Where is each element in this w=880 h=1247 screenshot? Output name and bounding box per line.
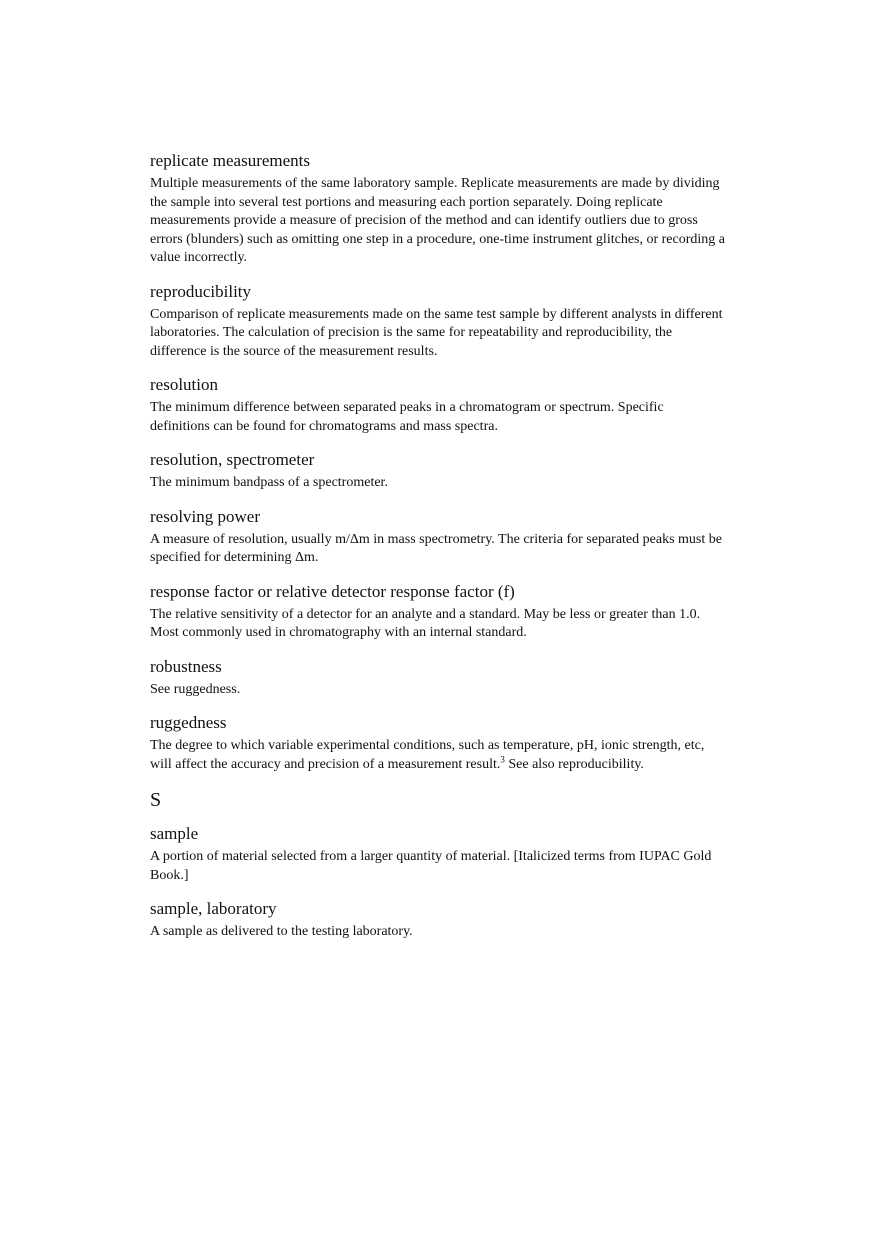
footnote-reference: 3 [500,753,505,764]
entry-definition: A portion of material selected from a larger quantity of material. [Italicized terms from IUPAC Gold Book.] [150,849,712,883]
glossary-entry-replicate-measurements [150,150,725,268]
entry-definition: A sample as delivered to the testing laboratory. [150,924,413,939]
glossary-entry-resolving-power [150,506,725,568]
glossary-entry-ruggedness [150,712,725,774]
entry-term: response factor or relative detector response factor (f) [150,581,515,601]
definition-text-continued: See also reproducibility. [504,756,644,772]
entry-definition: The minimum difference between separated peaks in a chromatogram or spectrum. Specific definitions can be found for chromatograms and mass spectra. [150,400,664,434]
entry-term: sample [150,824,199,843]
entry-term: ruggedness [150,713,227,732]
glossary-entry-response-factor [150,581,725,643]
entry-definition: See ruggedness. [150,681,241,697]
entry-definition [150,737,725,774]
entry-definition: Comparison of replicate measurements made on the same test sample by different analysts in different laboratories. The calculation of precision is the same for repeatability and reproducibility, the difference is the source of the measurement results. [150,306,723,359]
entry-definition: A measure of resolution, usually m/Δm in mass spectrometry. The criteria for separated peaks must be specified for determining Δm. [150,531,722,565]
section-letter-heading: S [150,789,162,811]
glossary-entry-sample [150,823,725,885]
glossary-page [150,150,725,955]
entry-definition: The relative sensitivity of a detector for an analyte and a standard. May be less or greater than 1.0. Most commonly used in chromatography with an internal standard. [150,606,701,640]
definition-text: The degree to which variable experimental conditions, such as temperature, pH, ionic strength, etc, will affect the accuracy and precision of a measurement result. [150,738,705,772]
entry-term: replicate measurements [150,151,311,170]
glossary-entry-resolution [150,374,725,436]
glossary-entry-reproducibility [150,281,725,362]
entry-term: resolving power [150,506,261,526]
entry-term: robustness [150,656,222,676]
entry-term: reproducibility [150,281,252,301]
glossary-entry-robustness [150,656,725,700]
entry-definition: Multiple measurements of the same laboratory sample. Replicate measurements are made by dividing the sample into several test portions and measuring each portion separately. Doing replicate measurements provide a measure of precision of the method and can identify outliers due to gross errors (blunders) such as omitting one step in a procedure, one-time instrument glitches, or recording a value incorrectly. [150,176,725,265]
glossary-entry-sample-laboratory [150,898,725,942]
entry-term: sample, laboratory [150,899,277,918]
glossary-entry-resolution-spectrometer [150,449,725,493]
entry-term: resolution, spectrometer [150,450,315,469]
entry-term: resolution [150,375,218,394]
entry-definition: The minimum bandpass of a spectrometer. [150,475,388,490]
